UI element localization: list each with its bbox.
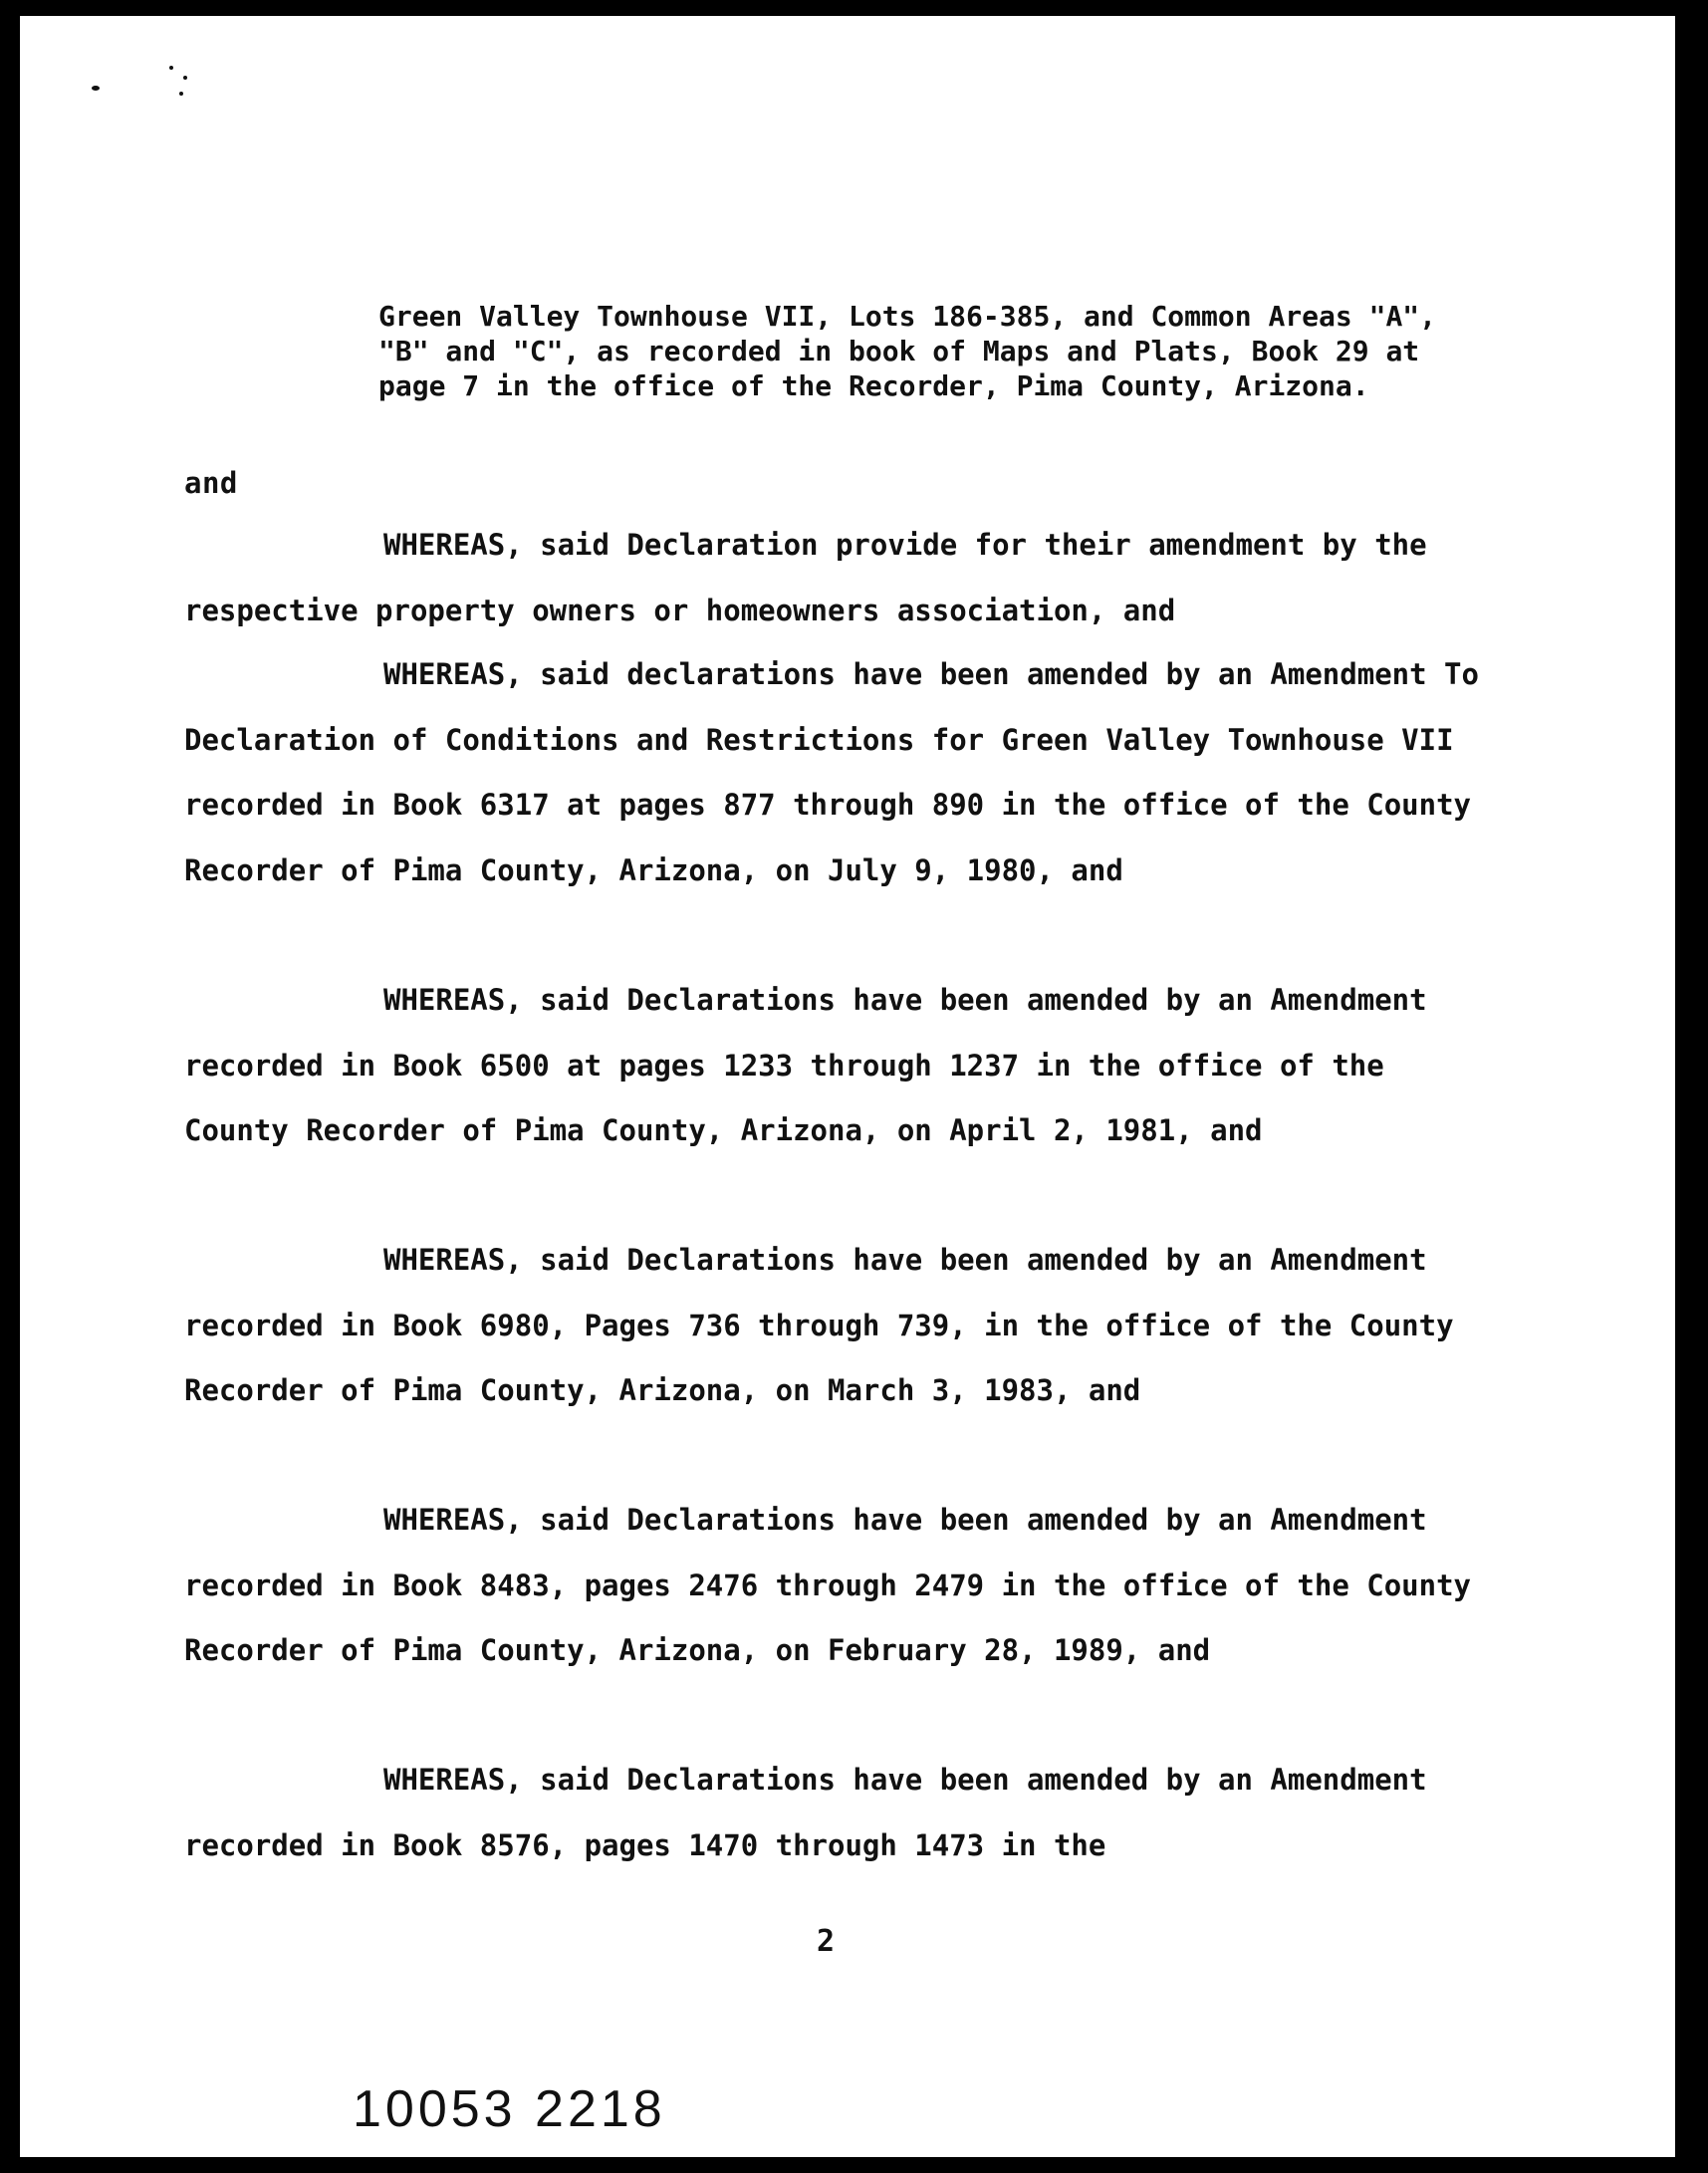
whereas-paragraph-5: WHEREAS, said Declarations have been amended by an Amendment recorded in Book 8483, pages 2476 through 2479 in the office of the County Recorder of Pima County, Arizona, on February 28, 1989, and [184, 1503, 1472, 1667]
whereas-paragraph-6: WHEREAS, said Declarations have been amended by an Amendment recorded in Book 8576, pages 1470 through 1473 in the [184, 1763, 1427, 1862]
whereas-paragraph-4: WHEREAS, said Declarations have been amended by an Amendment recorded in Book 6980, Pages 736 through 739, in the office of the County Recorder of Pima County, Arizona, on March 3, 1983, and [184, 1243, 1454, 1407]
scan-speck [183, 76, 187, 80]
scan-speck [92, 86, 100, 91]
whereas-paragraph-3: WHEREAS, said Declarations have been amended by an Amendment recorded in Book 6500 at pages 1233 through 1237 in the office of the County Recorder of Pima County, Arizona, on April 2, 1981, and [184, 983, 1427, 1147]
conjunction-and: and [184, 466, 238, 500]
page-number: 2 [817, 1924, 836, 1959]
recording-stamp: 10053 2218 [353, 2080, 666, 2138]
scan-speck [169, 66, 173, 70]
whereas-paragraph-1: WHEREAS, said Declaration provide for their amendment by the respective property owners or homeowners association, and [184, 528, 1427, 627]
property-description: Green Valley Townhouse VII, Lots 186-385, and Common Areas "A", "B" and "C", as recorded in book of Maps and Plats, Book 29 at page 7 in the office of the Recorder, Pima County, Arizona. [378, 300, 1437, 402]
whereas-paragraph-2: WHEREAS, said declarations have been amended by an Amendment To Declaration of Conditions and Restrictions for Green Valley Townhouse VII recorded in Book 6317 at pages 877 through 890 in the office of the County Recorder of Pima County, Arizona, on July 9, 1980, and [184, 657, 1479, 887]
scan-speck [179, 92, 183, 96]
